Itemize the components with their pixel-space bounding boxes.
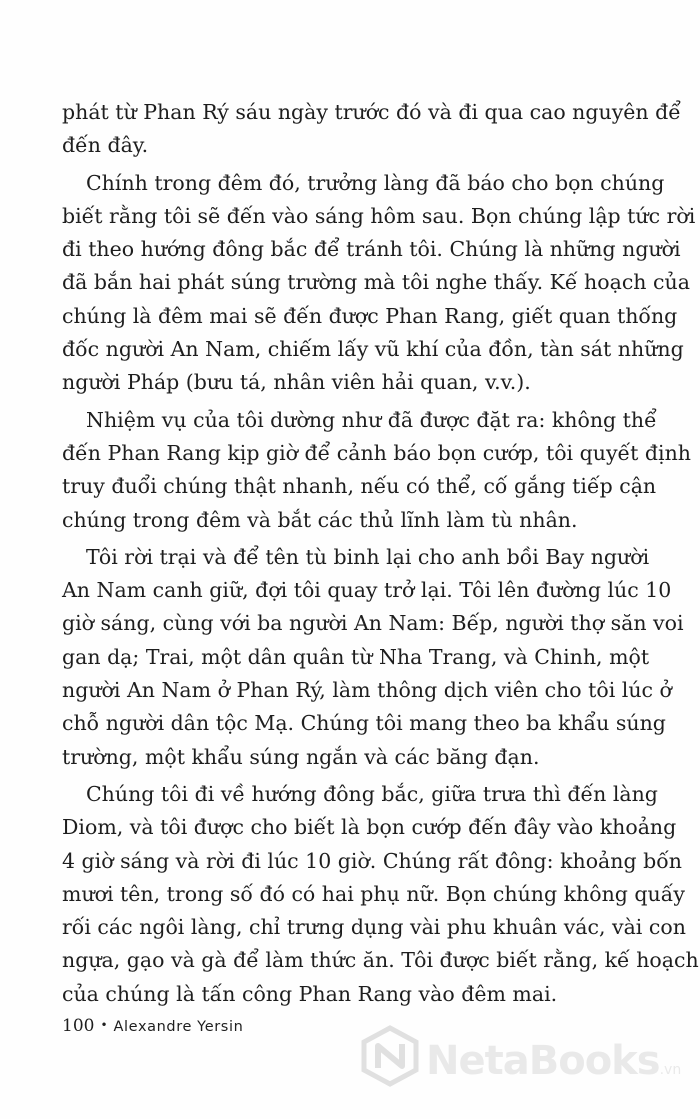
text-line: truy đuổi chúng thật nhanh, nếu có thể, cố gắng tiếp cận [62, 474, 657, 499]
text-line: chỗ người dân tộc Mạ. Chúng tôi mang theo ba khẩu súng [62, 711, 666, 736]
netabooks-watermark [358, 1024, 688, 1098]
text-line: đốc người An Nam, chiếm lấy vũ khí của đồn, tàn sát những [62, 337, 684, 362]
text-line: Chính trong đêm đó, trưởng làng đã báo cho bọn chúng [86, 170, 665, 195]
watermark-brand: NetaBooks [426, 1038, 660, 1084]
text-line: Tôi rời trại và để tên tù binh lại cho anh bồi Bay người [86, 544, 650, 569]
text-line: An Nam canh giữ, đợi tôi quay trở lại. Tôi lên đường lúc 10 [62, 578, 672, 603]
paragraph [62, 96, 681, 163]
text-line: 4 giờ sáng và rời đi lúc 10 giờ. Chúng rất đông: khoảng bốn [62, 848, 682, 873]
paragraph [62, 404, 691, 537]
text-line: rối các ngôi làng, chỉ trưng dụng vài phu khuân vác, vài con [62, 915, 686, 940]
watermark-suffix: .vn [659, 1062, 682, 1078]
text-line: chúng trong đêm và bắt các thủ lĩnh làm tù nhân. [62, 507, 578, 532]
watermark-text [426, 1038, 681, 1084]
page-footer [62, 1016, 243, 1036]
text-line: đã bắn hai phát súng trường mà tôi nghe thấy. Kế hoạch của [62, 270, 690, 295]
author-name: Alexandre Yersin [113, 1019, 244, 1035]
text-line: đến Phan Rang kịp giờ để cảnh báo bọn cướp, tôi quyết định [62, 440, 691, 465]
text-line: ngựa, gạo và gà để làm thức ăn. Tôi được biết rằng, kế hoạch [62, 948, 699, 973]
text-line: người An Nam ở Phan Rý, làm thông dịch viên cho tôi lúc ở [62, 678, 672, 703]
text-line: phát từ Phan Rý sáu ngày trước đó và đi qua cao nguyên để [62, 100, 681, 124]
paragraph [62, 541, 684, 774]
paragraph [62, 167, 696, 400]
text-line: Chúng tôi đi về hướng đông bắc, giữa trưa thì đến làng [86, 781, 658, 806]
footer-separator: • [100, 1018, 108, 1032]
text-line: giờ sáng, cùng với ba người An Nam: Bếp, người thợ săn voi [62, 611, 684, 636]
body-text [62, 96, 699, 1011]
text-line: đến đây. [62, 133, 149, 158]
paragraph [62, 778, 699, 1011]
text-line: Diom, và tôi được cho biết là bọn cướp đến đây vào khoảng [62, 815, 677, 840]
text-line: của chúng là tấn công Phan Rang vào đêm mai. [62, 981, 558, 1006]
text-line: mươi tên, trong số đó có hai phụ nữ. Bọn chúng không quấy [62, 881, 685, 906]
page-number: 100 [62, 1016, 95, 1036]
netabooks-logo-icon [358, 1024, 422, 1088]
text-line: biết rằng tôi sẽ đến vào sáng hôm sau. Bọn chúng lập tức rời [62, 203, 696, 228]
text-line: người Pháp (bưu tá, nhân viên hải quan, v.v.). [62, 370, 531, 395]
text-line: gan dạ; Trai, một dân quân từ Nha Trang, và Chinh, một [62, 644, 650, 669]
text-line: chúng là đêm mai sẽ đến được Phan Rang, giết quan thống [62, 303, 678, 328]
text-line: Nhiệm vụ của tôi dường như đã được đặt ra: không thể [86, 407, 657, 432]
text-line: đi theo hướng đông bắc để tránh tôi. Chúng là những người [62, 237, 681, 262]
text-line: trường, một khẩu súng ngắn và các băng đạn. [62, 744, 540, 769]
